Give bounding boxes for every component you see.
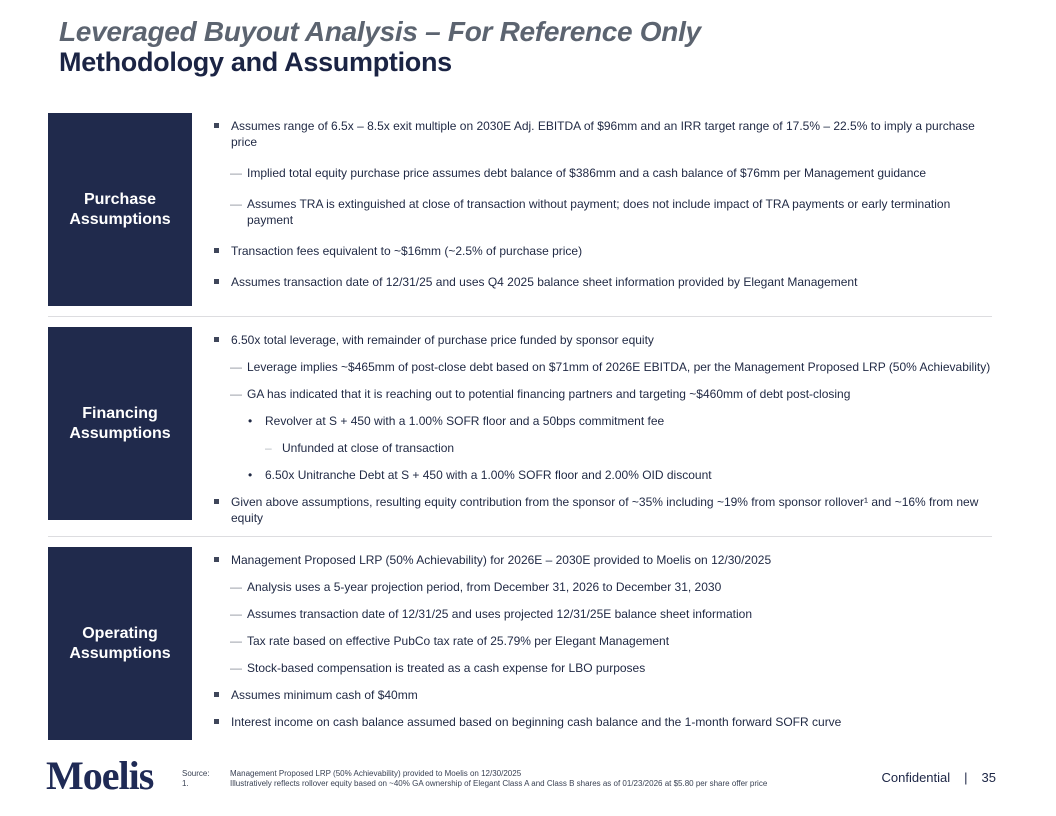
section-divider — [48, 536, 992, 537]
bullet-text: Transaction fees equivalent to ~$16mm (~2.5% of purchase price) — [231, 244, 583, 258]
confidential-label: Confidential — [881, 770, 951, 785]
bullet-text: Revolver at S + 450 with a 1.00% SOFR floor and a 50bps commitment fee — [265, 414, 665, 428]
section-operating-assumptions — [48, 547, 992, 740]
section-divider — [48, 316, 992, 317]
footnote-number: 1. — [182, 779, 189, 788]
source-text: Management Proposed LRP (50% Achievability) provided to Moelis on 12/30/2025 — [230, 769, 522, 778]
bullet-text: Interest income on cash balance assumed based on beginning cash balance and the 1-month forward SOFR curve — [231, 715, 842, 729]
bullet-marker-icon — [230, 579, 247, 595]
source-block — [182, 769, 767, 789]
bullet-marker-icon — [230, 196, 247, 228]
bullet-item-level-3 — [212, 413, 992, 429]
bullet-text: Assumes TRA is extinguished at close of transaction without payment; does not include impact of TRA payments or early termination payment — [247, 197, 951, 227]
bullet-item-level-4 — [212, 440, 992, 456]
bullet-text: Assumes transaction date of 12/31/25 and uses Q4 2025 balance sheet information provided by Elegant Management — [231, 275, 858, 289]
section-label: Operating Assumptions — [69, 624, 171, 662]
bullet-text: Implied total equity purchase price assumes debt balance of $386mm and a cash balance of $76mm per Management guidance — [247, 166, 927, 180]
bullet-marker-icon — [214, 118, 231, 150]
bullet-marker-icon — [214, 494, 231, 526]
financing-assumptions-label-box — [48, 327, 192, 520]
bullet-item-level-2 — [212, 660, 992, 676]
bullet-marker-icon — [230, 386, 247, 402]
section-label: Purchase Assumptions — [69, 190, 171, 228]
bullet-text: Assumes minimum cash of $40mm — [231, 688, 418, 702]
footnote-text: Illustratively reflects rollover equity based on ~40% GA ownership of Elegant Class A and Class B shares as of 01/23/2026 at $5.80 per share offer price — [230, 779, 768, 788]
slide-header — [59, 16, 1016, 78]
bullet-item-level-2 — [212, 386, 992, 402]
page-title: Leveraged Buyout Analysis – For Reference Only — [59, 16, 701, 47]
bullet-text: Assumes transaction date of 12/31/25 and uses projected 12/31/25E balance sheet information — [247, 607, 752, 621]
bullet-text: 6.50x total leverage, with remainder of purchase price funded by sponsor equity — [231, 333, 654, 347]
bullet-text: Assumes range of 6.5x – 8.5x exit multiple on 2030E Adj. EBITDA of $96mm and an IRR target range of 17.5% – 22.5% to imply a purchase price — [231, 119, 975, 149]
bullet-list — [192, 547, 992, 730]
bullet-marker-icon — [230, 660, 247, 676]
bullet-text: Analysis uses a 5-year projection period, from December 31, 2026 to December 31, 2030 — [247, 580, 722, 594]
bullet-marker-icon — [214, 552, 231, 568]
bullet-item-level-1 — [212, 243, 992, 259]
bullet-text: Tax rate based on effective PubCo tax rate of 25.79% per Elegant Management — [247, 634, 670, 648]
page-subtitle: Methodology and Assumptions — [59, 47, 452, 78]
bullet-item-level-1 — [212, 274, 992, 290]
bullet-text: Unfunded at close of transaction — [282, 441, 455, 455]
source-label: Source: — [182, 769, 210, 778]
bullet-text: Leverage implies ~$465mm of post-close debt based on $71mm of 2026E EBITDA, per the Management Proposed LRP (50% Achievability) — [247, 360, 991, 374]
bullet-marker-icon — [248, 413, 265, 429]
bullet-marker-icon — [214, 687, 231, 703]
bullet-marker-icon — [214, 714, 231, 730]
bullet-marker-icon — [248, 467, 265, 483]
bullet-list — [192, 327, 992, 526]
bullet-marker-icon — [230, 606, 247, 622]
footer-separator: | — [964, 770, 968, 785]
section-purchase-assumptions — [48, 113, 992, 306]
operating-assumptions-label-box — [48, 547, 192, 740]
bullet-list — [192, 113, 992, 290]
bullet-item-level-2 — [212, 606, 992, 622]
bullet-item-level-2 — [212, 579, 992, 595]
section-label: Financing Assumptions — [69, 404, 171, 442]
bullet-item-level-1 — [212, 714, 992, 730]
bullet-item-level-1 — [212, 332, 992, 348]
page-number: 35 — [981, 770, 996, 785]
moelis-logo: Moelis — [46, 753, 154, 798]
bullet-item-level-2 — [212, 165, 992, 181]
slide-content — [48, 113, 992, 740]
bullet-item-level-1 — [212, 687, 992, 703]
bullet-item-level-2 — [212, 633, 992, 649]
bullet-text: Given above assumptions, resulting equity contribution from the sponsor of ~35% including ~19% from sponsor rollover¹ and ~16% from new equity — [231, 495, 979, 525]
footer-right — [881, 770, 996, 785]
bullet-item-level-1 — [212, 494, 992, 526]
bullet-marker-icon — [265, 440, 282, 456]
bullet-marker-icon — [230, 359, 247, 375]
bullet-text: Management Proposed LRP (50% Achievability) for 2026E – 2030E provided to Moelis on 12/30/2025 — [231, 553, 772, 567]
bullet-item-level-3 — [212, 467, 992, 483]
bullet-item-level-2 — [212, 196, 992, 228]
bullet-item-level-1 — [212, 118, 992, 150]
bullet-marker-icon — [214, 243, 231, 259]
bullet-marker-icon — [214, 274, 231, 290]
bullet-item-level-1 — [212, 552, 992, 568]
bullet-marker-icon — [230, 633, 247, 649]
bullet-marker-icon — [214, 332, 231, 348]
bullet-text: GA has indicated that it is reaching out to potential financing partners and targeting ~$460mm of debt post-closing — [247, 387, 851, 401]
bullet-text: 6.50x Unitranche Debt at S + 450 with a 1.00% SOFR floor and 2.00% OID discount — [265, 468, 712, 482]
section-financing-assumptions — [48, 327, 992, 526]
bullet-text: Stock-based compensation is treated as a cash expense for LBO purposes — [247, 661, 646, 675]
purchase-assumptions-label-box — [48, 113, 192, 306]
bullet-marker-icon — [230, 165, 247, 181]
bullet-item-level-2 — [212, 359, 992, 375]
